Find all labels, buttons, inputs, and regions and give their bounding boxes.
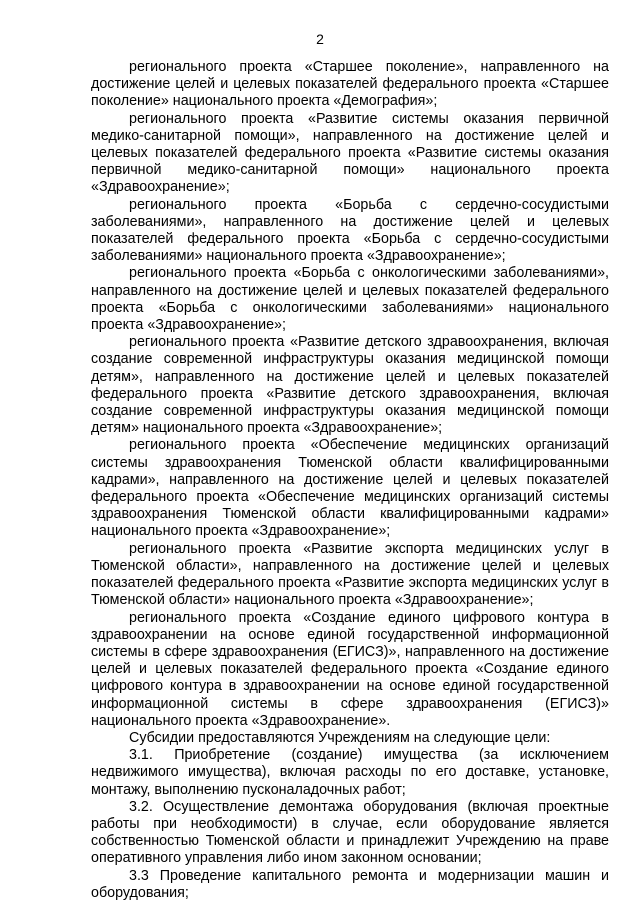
paragraph-project-digital-circuit: регионального проекта «Создание единого цифрового контура в здравоохранении на основе единой государственной информационной системы в сфере здравоохранения (ЕГИСЗ)», направленного на достижение целей и целевых показателей федерального проекта «Создание единого цифрового контура в здравоохранении на основе единой государственной информационной системы в сфере здравоохранения (ЕГИСЗ)» национального проекта «Здравоохранение». bbox=[91, 609, 609, 729]
paragraph-item-3-1: 3.1. Приобретение (создание) имущества (за исключением недвижимого имущества), включая расходы по его доставке, установке, монтажу, выполнению пусконаладочных работ; bbox=[91, 747, 609, 798]
paragraph-project-qualified-staff: регионального проекта «Обеспечение медицинских организаций системы здравоохранения Тюменской области квалифицированными кадрами», направленного на достижение целей и целевых показателей федерального проекта «Обеспечение медицинских организаций системы здравоохранения Тюменской области квалифицированными кадрами» национального проекта «Здравоохранение»; bbox=[91, 437, 609, 540]
page-number: 2 bbox=[316, 31, 324, 47]
paragraph-project-oncology: регионального проекта «Борьба с онкологическими заболеваниями», направленного на достижение целей и целевых показателей федерального проекта «Борьба с онкологическими заболеваниями» национального проекта «Здравоохранение»; bbox=[91, 265, 609, 334]
document-body bbox=[91, 59, 609, 902]
paragraph-project-primary-care: регионального проекта «Развитие системы оказания первичной медико-санитарной помощи», направленного на достижение целей и целевых показателей федерального проекта «Развитие системы оказания первичной медико-санитарной помощи» национального проекта «Здравоохранение»; bbox=[91, 110, 609, 196]
paragraph-project-medical-export: регионального проекта «Развитие экспорта медицинских услуг в Тюменской области», направленного на достижение целей и целевых показателей федерального проекта «Развитие экспорта медицинских услуг в Тюменской области» национального проекта «Здравоохранение»; bbox=[91, 540, 609, 609]
paragraph-item-3-2: 3.2. Осуществление демонтажа оборудования (включая проектные работы при необходимости) в случае, если оборудование является собственностью Тюменской области и принадлежит Учреждению на праве оперативного управления либо ином законном основании; bbox=[91, 798, 609, 867]
paragraph-project-cardiovascular: регионального проекта «Борьба с сердечно-сосудистыми заболеваниями», направленного на достижение целей и целевых показателей федерального проекта «Борьба с сердечно-сосудистыми заболеваниями» национального проекта «Здравоохранение»; bbox=[91, 196, 609, 265]
paragraph-subsidy-purposes: Субсидии предоставляются Учреждениям на следующие цели: bbox=[129, 729, 551, 746]
paragraph-project-child-healthcare: регионального проекта «Развитие детского здравоохранения, включая создание современной инфраструктуры оказания медицинской помощи детям», направленного на достижение целей и целевых показателей федерального проекта «Развитие детского здравоохранения, включая создание современной инфраструктуры оказания медицинской помощи детям» национального проекта «Здравоохранение»; bbox=[91, 334, 609, 437]
paragraph-project-older-generation: регионального проекта «Старшее поколение», направленного на достижение целей и целевых показателей федерального проекта «Старшее поколение» национального проекта «Демография»; bbox=[91, 59, 609, 110]
paragraph-item-3-3: 3.3 Проведение капитального ремонта и модернизации машин и оборудования; bbox=[91, 867, 609, 901]
